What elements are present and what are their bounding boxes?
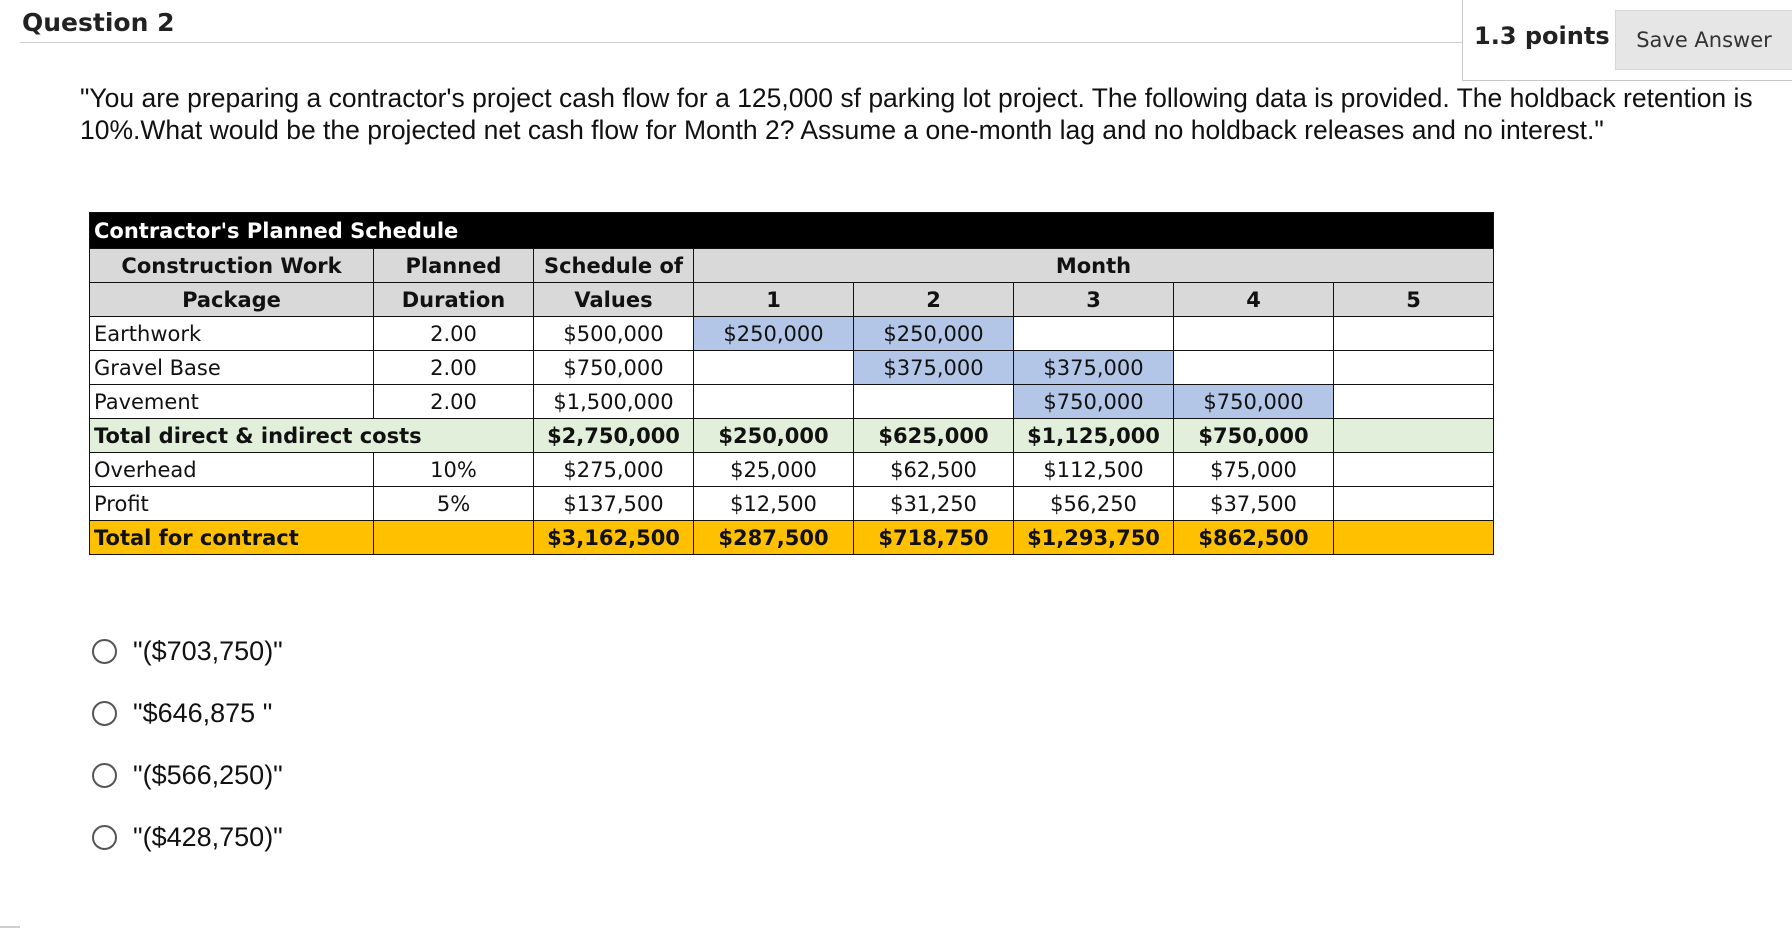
month-cell: [1014, 317, 1174, 351]
question-title: Question 2: [22, 8, 175, 37]
header-row-top: [90, 249, 1494, 283]
month-cell: [1334, 521, 1494, 555]
row-duration: [374, 521, 534, 555]
option-label[interactable]: "$646,875 ": [133, 697, 273, 728]
row-label: Overhead: [90, 453, 374, 487]
month-cell: $718,750: [854, 521, 1014, 555]
month-cell: $862,500: [1174, 521, 1334, 555]
header-duration: Planned: [374, 249, 534, 283]
row-duration: 10%: [374, 453, 534, 487]
month-4-header: 4: [1174, 283, 1334, 317]
option-label[interactable]: "($566,250)": [133, 759, 283, 790]
radio-button[interactable]: [92, 763, 117, 788]
month-cell: $25,000: [694, 453, 854, 487]
month-cell: $750,000: [1174, 419, 1334, 453]
month-cell: [694, 351, 854, 385]
month-cell: [1334, 487, 1494, 521]
row-label: Gravel Base: [90, 351, 374, 385]
points-value: 1.3 points: [1474, 22, 1610, 50]
table-title-row: [90, 213, 1494, 249]
answer-option-1[interactable]: [92, 620, 283, 682]
row-duration: 2.00: [374, 317, 534, 351]
row-duration: 5%: [374, 487, 534, 521]
month-5-header: 5: [1334, 283, 1494, 317]
answer-option-4[interactable]: [92, 806, 283, 868]
table-row-overhead: [90, 453, 1494, 487]
month-cell: [1174, 351, 1334, 385]
header-duration-sub: Duration: [374, 283, 534, 317]
month-3-header: 3: [1014, 283, 1174, 317]
radio-button[interactable]: [92, 701, 117, 726]
row-value: $750,000: [534, 351, 694, 385]
header-row-bottom: [90, 283, 1494, 317]
month-cell: $62,500: [854, 453, 1014, 487]
header-work-sub: Package: [90, 283, 374, 317]
save-answer-button[interactable]: Save Answer: [1615, 10, 1792, 70]
table-row-pavement: [90, 385, 1494, 419]
month-cell: $1,125,000: [1014, 419, 1174, 453]
table-title: Contractor's Planned Schedule: [90, 213, 1494, 249]
answer-option-2[interactable]: [92, 682, 283, 744]
month-cell: $375,000: [854, 351, 1014, 385]
month-cell: [1174, 317, 1334, 351]
table-row-earthwork: [90, 317, 1494, 351]
month-cell: $375,000: [1014, 351, 1174, 385]
row-label: Total direct & indirect costs: [90, 419, 534, 453]
month-cell: $112,500: [1014, 453, 1174, 487]
month-cell: [854, 385, 1014, 419]
month-cell: $250,000: [854, 317, 1014, 351]
month-cell: $12,500: [694, 487, 854, 521]
month-cell: $287,500: [694, 521, 854, 555]
row-value: $1,500,000: [534, 385, 694, 419]
month-cell: [694, 385, 854, 419]
month-cell: $75,000: [1174, 453, 1334, 487]
answer-options: [92, 620, 283, 868]
row-duration: 2.00: [374, 385, 534, 419]
question-text: "You are preparing a contractor's project cash flow for a 125,000 sf parking lot project. The following data is provided. The holdback retention is 10%.What would be the projected net cash flow for Month 2? Assume a one-month lag and no holdback releases and no interest.": [80, 83, 1753, 145]
month-2-header: 2: [854, 283, 1014, 317]
header-divider: [20, 42, 1465, 43]
header-work: Construction Work: [90, 249, 374, 283]
row-label: Profit: [90, 487, 374, 521]
row-value: $275,000: [534, 453, 694, 487]
bottom-divider: [0, 926, 20, 928]
row-value: $137,500: [534, 487, 694, 521]
month-cell: [1334, 419, 1494, 453]
month-cell: $250,000: [694, 317, 854, 351]
month-cell: [1334, 317, 1494, 351]
month-cell: $625,000: [854, 419, 1014, 453]
month-cell: $31,250: [854, 487, 1014, 521]
table-row-total-costs: [90, 419, 1494, 453]
row-value: $500,000: [534, 317, 694, 351]
row-label: Pavement: [90, 385, 374, 419]
header-values: Schedule of: [534, 249, 694, 283]
month-cell: [1334, 385, 1494, 419]
schedule-table: [89, 212, 1494, 555]
row-label: Total for contract: [90, 521, 374, 555]
radio-button[interactable]: [92, 825, 117, 850]
month-cell: $56,250: [1014, 487, 1174, 521]
month-1-header: 1: [694, 283, 854, 317]
answer-option-3[interactable]: [92, 744, 283, 806]
table-row-total-contract: [90, 521, 1494, 555]
table-row-gravel-base: [90, 351, 1494, 385]
radio-button[interactable]: [92, 639, 117, 664]
month-cell: $37,500: [1174, 487, 1334, 521]
month-cell: $1,293,750: [1014, 521, 1174, 555]
month-cell: $750,000: [1014, 385, 1174, 419]
row-duration: 2.00: [374, 351, 534, 385]
header-values-sub: Values: [534, 283, 694, 317]
row-label: Earthwork: [90, 317, 374, 351]
month-cell: [1334, 453, 1494, 487]
month-cell: $250,000: [694, 419, 854, 453]
row-value: $2,750,000: [534, 419, 694, 453]
option-label[interactable]: "($703,750)": [133, 635, 283, 666]
table-row-profit: [90, 487, 1494, 521]
row-value: $3,162,500: [534, 521, 694, 555]
month-cell: $750,000: [1174, 385, 1334, 419]
header-month: Month: [694, 249, 1494, 283]
month-cell: [1334, 351, 1494, 385]
option-label[interactable]: "($428,750)": [133, 821, 283, 852]
